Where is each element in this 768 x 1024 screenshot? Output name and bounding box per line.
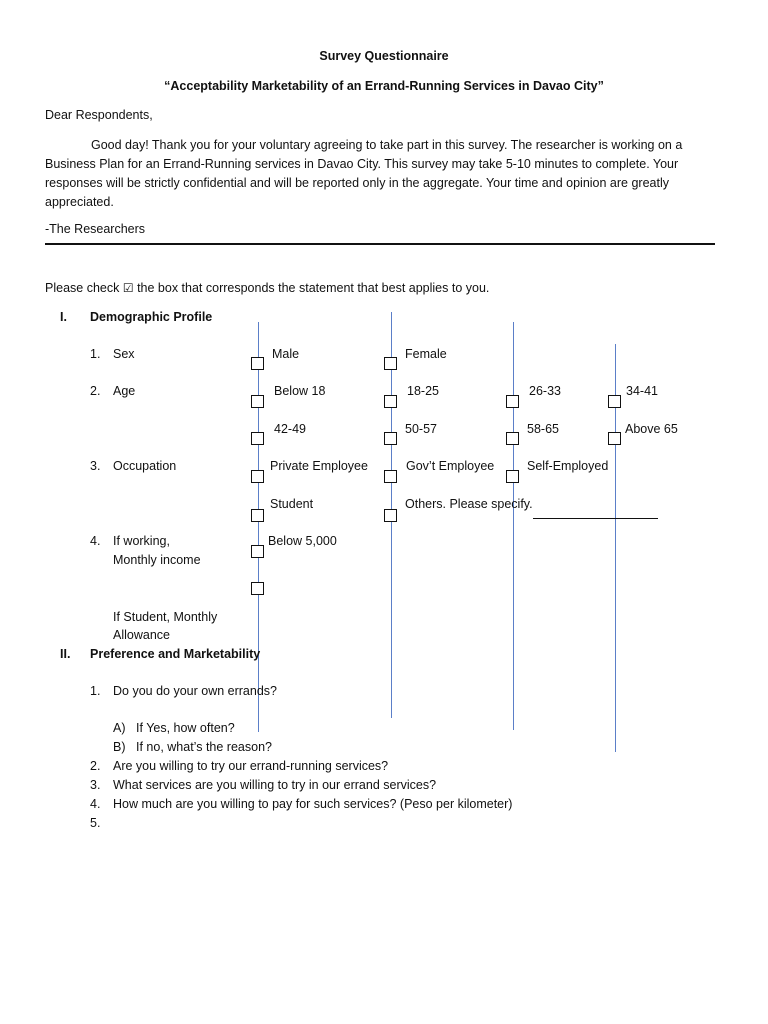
option-label: Others. Please specify. [405,497,533,511]
instruction-text-start: Please check [45,281,123,295]
page-title: Survey Questionnaire [319,49,449,63]
signature: -The Researchers [45,222,146,236]
question-allowance-line2: Allowance [113,628,170,642]
option-label: Female [405,347,447,361]
question-own-errands: Do you do your own errands? [113,684,277,698]
survey-subtitle: “Acceptability Marketability of an Errand-Running Services in Davao City” [164,79,604,93]
section-numeral: I. [60,310,67,324]
option-label: 18-25 [407,384,439,398]
section-numeral: II. [60,647,71,661]
checkbox-age-58-65[interactable] [506,432,519,445]
option-label: 58-65 [527,422,559,436]
instruction [45,281,489,295]
specify-blank-line[interactable] [533,518,658,519]
checkbox-age-34-41[interactable] [608,395,621,408]
checkbox-govt-employee[interactable] [384,470,397,483]
checkbox-student[interactable] [251,509,264,522]
question-age: Age [113,384,136,398]
question-number: 2. [90,759,101,773]
question-number: 3. [90,778,101,792]
checkbox-age-above-65[interactable] [608,432,621,445]
section-title: Demographic Profile [90,310,213,324]
sub-question-reason: If no, what’s the reason? [136,740,272,754]
question-number: 4. [90,534,101,548]
option-label: 26-33 [529,384,561,398]
intro-paragraph: Good day! Thank you for your voluntary agreeing to take part in this survey. The researcher is working on a Business Plan for an Errand-Running services in Davao City. This survey may take 5-10 minutes to complete. Your responses will be strictly confidential and will be reported only in the aggregate. Your time and opinion are greatly appreciated. [45,138,683,209]
option-label: Self-Employed [527,459,609,473]
option-label: 50-57 [405,422,437,436]
instruction-text-end: the box that corresponds the statement that best applies to you. [133,281,490,295]
option-label: Above 65 [625,422,678,436]
sub-question-how-often: If Yes, how often? [136,721,235,735]
checkbox-income-blank[interactable] [251,582,264,595]
option-label: Male [272,347,300,361]
question-number: 1. [90,684,101,698]
question-number: 4. [90,797,101,811]
checkbox-age-below-18[interactable] [251,395,264,408]
checkbox-age-18-25[interactable] [384,395,397,408]
option-label: Student [270,497,314,511]
question-services: What services are you willing to try in our errand services? [113,778,437,792]
checkbox-age-42-49[interactable] [251,432,264,445]
option-label: Below 18 [274,384,326,398]
question-number: 1. [90,347,101,361]
checkbox-checked-icon: ☑ [122,281,134,295]
option-label: 34-41 [626,384,658,398]
question-price: How much are you willing to pay for such services? (Peso per kilometer) [113,797,513,811]
divider [45,243,715,245]
checkbox-others[interactable] [384,509,397,522]
salutation: Dear Respondents, [45,108,153,122]
checkbox-private-employee[interactable] [251,470,264,483]
table-column-line [258,322,259,732]
section-title: Preference and Marketability [90,647,261,661]
checkbox-self-employed[interactable] [506,470,519,483]
question-income-line2: Monthly income [113,553,201,567]
checkbox-income-below-5000[interactable] [251,545,264,558]
checkbox-age-50-57[interactable] [384,432,397,445]
checkbox-age-26-33[interactable] [506,395,519,408]
option-label: Private Employee [270,459,368,473]
question-number: 2. [90,384,101,398]
question-occupation: Occupation [113,459,177,473]
question-sex: Sex [113,347,135,361]
checkbox-male[interactable] [251,357,264,370]
sub-question-letter: B) [113,740,126,754]
question-number: 3. [90,459,101,473]
option-label: Gov’t Employee [406,459,495,473]
checkbox-female[interactable] [384,357,397,370]
option-label: 42-49 [274,422,306,436]
question-allowance: If Student, Monthly [113,610,218,624]
option-label: Below 5,000 [268,534,337,548]
question-income: If working, [113,534,170,548]
table-column-line [513,322,514,730]
sub-question-letter: A) [113,721,126,735]
question-number: 5. [90,816,101,830]
question-willing-to-try: Are you willing to try our errand-running services? [113,759,389,773]
